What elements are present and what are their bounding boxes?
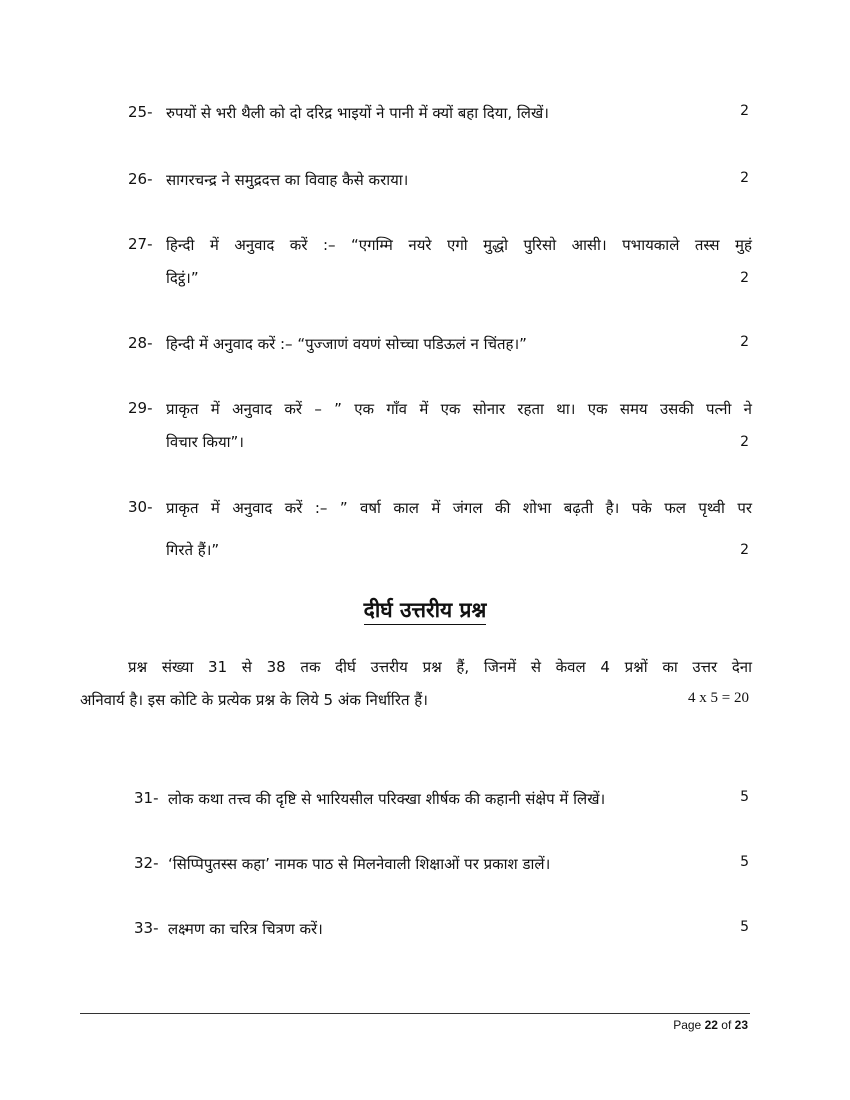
question-marks: 2 [740, 542, 749, 558]
question-text-continued: विचार किया”। [166, 433, 244, 451]
question-number: 26- [128, 170, 153, 188]
question-number: 29- [128, 399, 153, 417]
question-number: 27- [128, 235, 153, 253]
question-text-continued: गिरते हैं।” [166, 541, 220, 559]
current-page: 22 [704, 1018, 718, 1032]
section-instruction-line2: अनिवार्य है। इस कोटि के प्रत्येक प्रश्न के लिये 5 अंक निर्धारित हैं। [80, 691, 428, 709]
question-number: 32- [134, 854, 159, 872]
question-text: लक्ष्मण का चरित्र चित्रण करें। [168, 920, 323, 938]
section-instruction-line1: प्रश्न संख्या 31 से 38 तक दीर्घ उत्तरीय प्रश्न हैं, जिनमें से केवल 4 प्रश्नों का उत्तर देना [128, 658, 752, 676]
question-marks: 5 [740, 789, 749, 805]
page-footer [673, 1018, 748, 1032]
page-label: Page [673, 1018, 702, 1032]
question-marks: 2 [740, 103, 749, 119]
question-text: रुपयों से भरी थैली को दो दरिद्र भाइयों ने पानी में क्यों बहा दिया, लिखें। [166, 104, 549, 122]
question-number: 30- [128, 498, 153, 516]
question-number: 25- [128, 103, 153, 121]
question-marks: 2 [740, 434, 749, 450]
question-text: प्राकृत में अनुवाद करें – ” एक गाँव में एक सोनार रहता था। एक समय उसकी पत्नी ने [166, 400, 752, 418]
question-marks: 5 [740, 854, 749, 870]
footer-divider [80, 1013, 750, 1014]
question-text: हिन्दी में अनुवाद करें :– “पुज्जाणं वयणं सोच्चा पडिऊलं न चिंतह।” [166, 335, 527, 353]
question-marks: 2 [740, 270, 749, 286]
section-heading: दीर्घ उत्तरीय प्रश्न [0, 596, 850, 624]
question-marks: 2 [740, 334, 749, 350]
of-label: of [721, 1018, 732, 1032]
question-text: प्राकृत में अनुवाद करें :– ” वर्षा काल में जंगल की शोभा बढ़ती है। पके फल पृथ्वी पर [166, 499, 752, 517]
question-number: 33- [134, 919, 159, 937]
question-number: 28- [128, 334, 153, 352]
section-total-marks: 4 x 5 = 20 [688, 690, 749, 706]
question-text-continued: दिट्ठं।” [166, 269, 199, 287]
question-text: हिन्दी में अनुवाद करें :– “एगम्मि नयरे एगो मुद्धो पुरिसो आसी। पभायकाले तस्स मुहं [166, 236, 752, 254]
question-text: लोक कथा तत्त्व की दृष्टि से भारियसील परिक्खा शीर्षक की कहानी संक्षेप में लिखें। [168, 790, 606, 808]
question-text: ‘सिप्पिपुतस्स कहा’ नामक पाठ से मिलनेवाली शिक्षाओं पर प्रकाश डालें। [168, 855, 551, 873]
question-marks: 5 [740, 919, 749, 935]
question-text: सागरचन्द्र ने समुद्रदत्त का विवाह कैसे कराया। [166, 171, 409, 189]
question-number: 31- [134, 789, 159, 807]
total-pages: 23 [734, 1018, 748, 1032]
question-marks: 2 [740, 170, 749, 186]
